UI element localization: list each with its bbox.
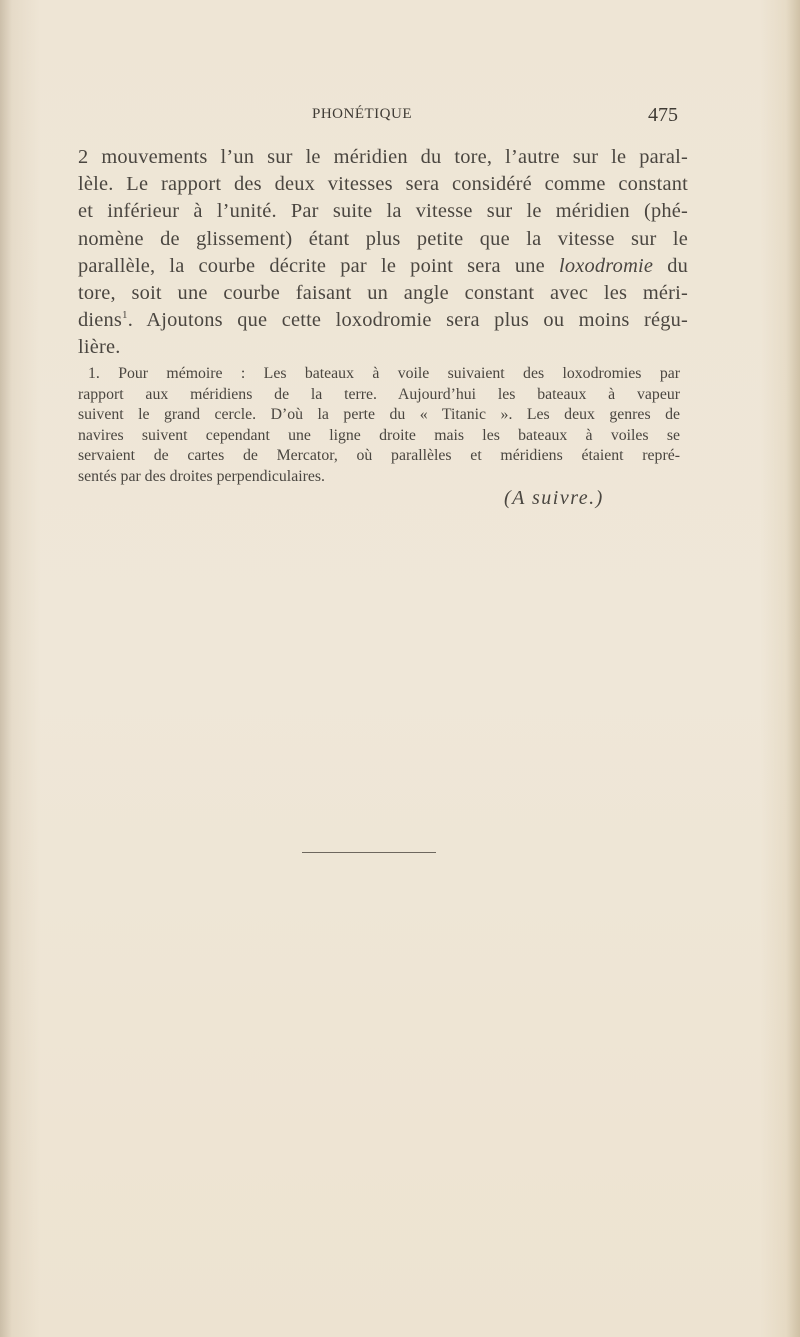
footnote-line-2: rapport aux méridiens de la terre. Aujourd’hui les bateaux à vapeur bbox=[78, 385, 680, 403]
body-line-7-text-b: . Ajoutons que cette loxodromie sera plus ou moins régu- bbox=[127, 309, 688, 332]
footnote-line-5: servaient de cartes de Mercator, où parallèles et méridiens étaient repré- bbox=[78, 447, 680, 465]
continuation-note: (A suivre.) bbox=[504, 487, 604, 509]
section-end-rule bbox=[302, 852, 436, 853]
footnote bbox=[78, 364, 680, 488]
body-line-5-text-a: parallèle, la courbe décrite par le point sera une bbox=[78, 254, 559, 277]
footnote-line-3: suivent le grand cercle. D’où la perte du « Titanic ». Les deux genres de bbox=[78, 406, 680, 424]
body-line-5-text-b: du bbox=[653, 254, 688, 277]
footnote-line-4: navires suivent cependant une ligne droite mais les bateaux à voiles se bbox=[78, 426, 680, 444]
footnote-line-1: 1. Pour mémoire : Les bateaux à voile suivaient des loxodromies par bbox=[88, 365, 680, 382]
running-title: PHONÉTIQUE bbox=[312, 106, 412, 122]
body-line-8: lière. bbox=[78, 336, 121, 359]
body-line-5 bbox=[78, 253, 688, 280]
body-line-3: et inférieur à l’unité. Par suite la vitesse sur le méridien (phé- bbox=[78, 200, 688, 223]
body-line-7 bbox=[78, 307, 688, 334]
body-line-1: 2 mouvements l’un sur le méridien du tore, l’autre sur le paral- bbox=[78, 146, 688, 168]
loxodromie-term: loxodromie bbox=[559, 254, 654, 277]
body-line-4: nomène de glissement) étant plus petite que la vitesse sur le bbox=[78, 227, 688, 250]
footnote-reference: 1 bbox=[122, 309, 128, 322]
body-line-6: tore, soit une courbe faisant un angle constant avec les méri- bbox=[78, 281, 688, 304]
body-line-7-text-a: diens bbox=[78, 309, 123, 332]
page-number: 475 bbox=[648, 104, 678, 126]
running-head bbox=[0, 104, 800, 128]
body-line-2: lèle. Le rapport des deux vitesses sera considéré comme constant bbox=[78, 173, 688, 196]
footnote-line-6: sentés par des droites perpendiculaires. bbox=[78, 467, 325, 485]
body-paragraph bbox=[78, 144, 688, 362]
